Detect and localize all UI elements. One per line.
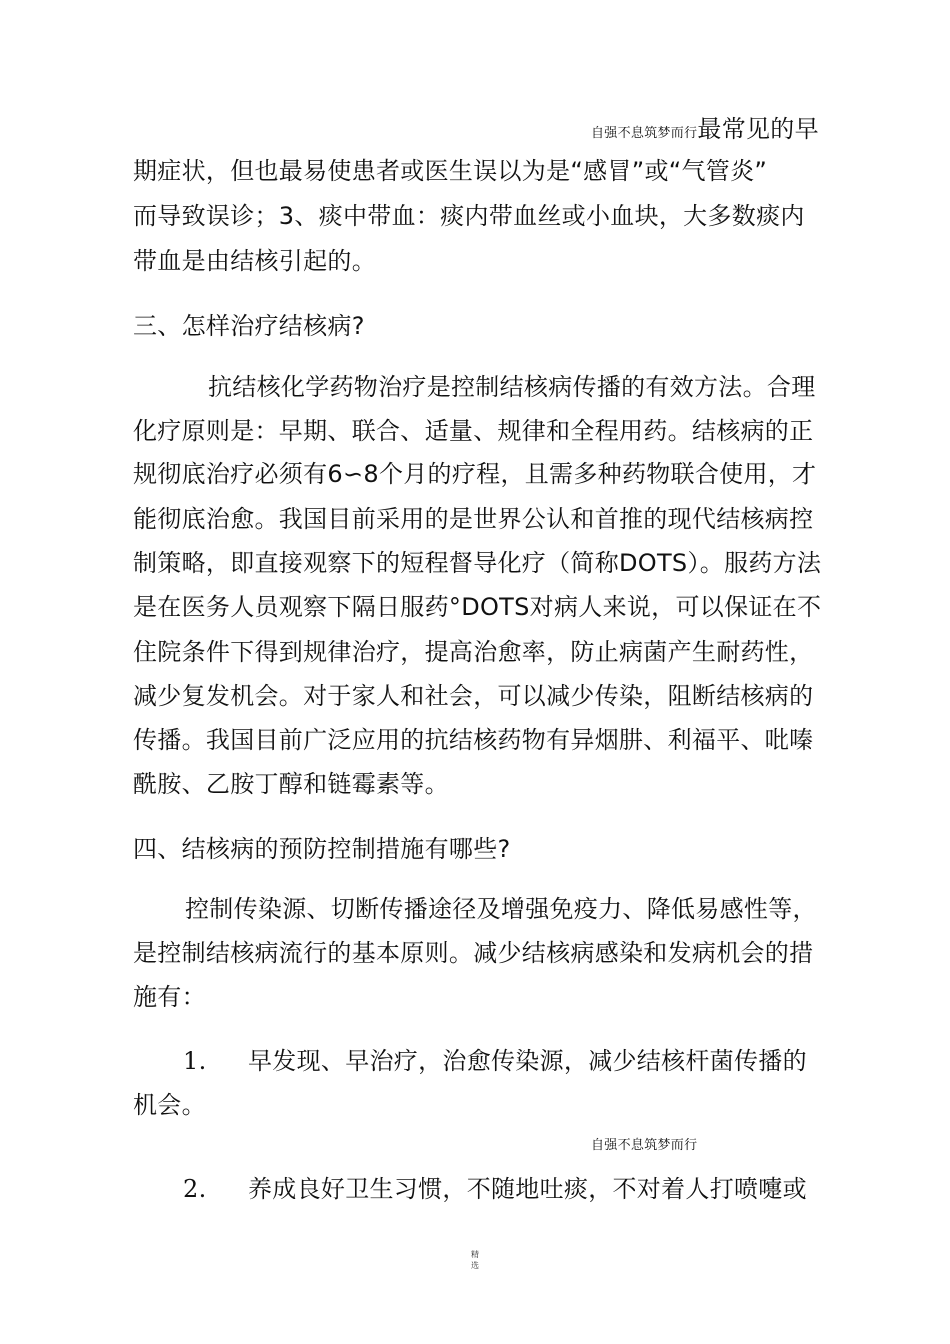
- paragraph-line: 化疗原则是：早期、联合、适量、规律和全程用药。结核病的正: [133, 417, 814, 445]
- paragraph-line: 住院条件下得到规律治疗，提高治愈率，防止病菌产生耐药性，: [133, 638, 814, 666]
- header-carry-text: 最常见的早: [697, 115, 819, 143]
- paragraph-line: 减少复发机会。对于家人和社会，可以减少传染，阻断结核病的: [133, 682, 814, 710]
- mid-motto: 自强不息筑梦而行: [591, 1138, 698, 1153]
- footer-mark-2: 选: [471, 1261, 479, 1270]
- paragraph-line: 规彻底治疗必须有6∽8个月的疗程，且需多种药物联合使用，才: [133, 460, 817, 488]
- paragraph-line: 传播。我国目前广泛应用的抗结核药物有异烟肼、利福平、吡嗪: [133, 726, 814, 754]
- list-item-text: 机会。: [133, 1091, 206, 1119]
- paragraph-line: 带血是由结核引起的。: [133, 247, 376, 275]
- paragraph-line: 是控制结核病流行的基本原则。减少结核病感染和发病机会的措: [133, 939, 814, 967]
- footer-mark-1: 精: [471, 1250, 479, 1259]
- list-item-number: 2.: [183, 1175, 207, 1203]
- paragraph-line: 施有：: [133, 983, 206, 1011]
- list-item-number: 1.: [183, 1047, 207, 1075]
- section-heading-4: 四、结核病的预防控制措施有哪些?: [133, 835, 511, 863]
- paragraph-line: 控制传染源、切断传播途径及增强免疫力、降低易感性等，: [185, 895, 817, 923]
- paragraph-line: 酰胺、乙胺丁醇和链霉素等。: [133, 770, 449, 798]
- section-heading-3: 三、怎样治疗结核病?: [133, 312, 365, 340]
- header-line: [591, 113, 819, 145]
- paragraph-line: 是在医务人员观察下隔日服药°DOTS对病人来说，可以保证在不: [133, 593, 822, 621]
- list-item-text: 养成良好卫生习惯，不随地吐痰，不对着人打喷嚏或: [248, 1175, 807, 1203]
- header-motto: 自强不息筑梦而行: [591, 126, 698, 141]
- list-item-text: 早发现、早治疗，治愈传染源，减少结核杆菌传播的: [248, 1047, 807, 1075]
- paragraph-line: 能彻底治愈。我国目前采用的是世界公认和首推的现代结核病控: [133, 505, 814, 533]
- paragraph-line: 制策略，即直接观察下的短程督导化疗（简称DOTS）。服药方法: [133, 549, 822, 577]
- paragraph-line: 期症状，但也最易使患者或医生误以为是“感冒”或“气管炎”: [133, 157, 768, 185]
- paragraph-line: 而导致误诊；3、痰中带血：痰内带血丝或小血块，大多数痰内: [133, 202, 805, 230]
- paragraph-line: 抗结核化学药物治疗是控制结核病传播的有效方法。合理: [208, 373, 816, 401]
